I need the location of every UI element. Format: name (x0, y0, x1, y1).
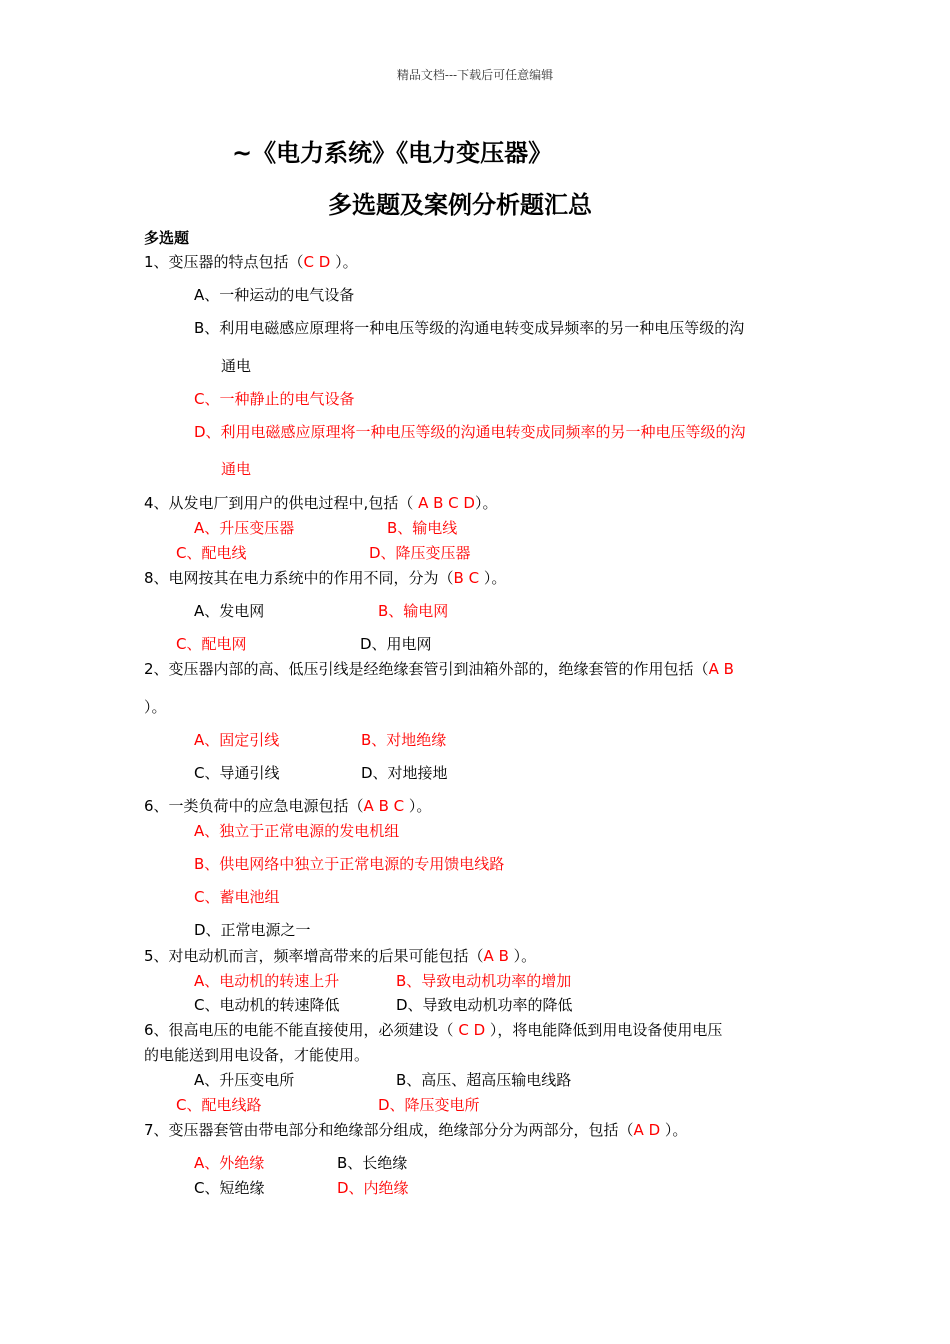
option-b: B、对地绝缘 (361, 731, 447, 749)
answer-key: A B (708, 660, 734, 678)
question-text: 6、很高电压的电能不能直接使用，必须建设（ (144, 1021, 459, 1039)
option-a: A、电动机的转速上升 (194, 972, 340, 990)
document-subtitle: 多选题及案例分析题汇总 (328, 191, 592, 219)
option-c: C、导通引线 (194, 764, 280, 782)
answer-key: A D (633, 1121, 661, 1139)
option-c: C、电动机的转速降低 (194, 996, 340, 1014)
question-2 (144, 493, 498, 513)
option-c: C、短绝缘 (194, 1179, 265, 1197)
question-8 (144, 1120, 687, 1140)
question-7 (144, 1020, 722, 1040)
option-d: D、用电网 (360, 635, 432, 653)
question-text: 2、变压器内部的高、低压引线是经绝缘套管引到油箱外部的，绝缘套管的作用包括（ (144, 660, 709, 678)
question-text-end: ）。 (404, 797, 432, 815)
question-3 (144, 568, 506, 588)
option-a: A、一种运动的电气设备 (194, 286, 355, 304)
question-text: 8、电网按其在电力系统中的作用不同，分为（ (144, 569, 454, 587)
option-d: D、导致电动机功率的降低 (396, 996, 573, 1014)
section-heading: 多选题 (144, 229, 190, 247)
option-c: C、蓄电池组 (194, 888, 280, 906)
question-text-end: ）。 (479, 569, 507, 587)
option-a: A、固定引线 (194, 731, 280, 749)
answer-key: A B (483, 947, 509, 965)
option-d: D、内绝缘 (337, 1179, 409, 1197)
question-text: 1、变压器的特点包括（ (144, 253, 304, 271)
answer-key: A B C D (418, 494, 475, 512)
option-b: B、利用电磁感应原理将一种电压等级的沟通电转变成异频率的另一种电压等级的沟 (194, 319, 745, 337)
option-b: B、供电网络中独立于正常电源的专用馈电线路 (194, 855, 505, 873)
option-a: A、升压变电所 (194, 1071, 295, 1089)
option-b: B、长绝缘 (337, 1154, 408, 1172)
option-d: D、降压变压器 (369, 544, 471, 562)
question-1 (144, 252, 358, 272)
question-text: 6、一类负荷中的应急电源包括（ (144, 797, 364, 815)
option-d: D、对地接地 (361, 764, 448, 782)
question-text: 5、对电动机而言，频率增高带来的后果可能包括（ (144, 947, 484, 965)
question-text: 7、变压器套管由带电部分和绝缘部分组成，绝缘部分分为两部分，包括（ (144, 1121, 634, 1139)
answer-key: C D (458, 1021, 486, 1039)
option-a: A、发电网 (194, 602, 265, 620)
option-c: C、配电网 (176, 635, 247, 653)
question-text-end: ），将电能降低到用电设备使用电压 (485, 1021, 723, 1039)
option-a: A、外绝缘 (194, 1154, 265, 1172)
question-text-end: ）。 (660, 1121, 688, 1139)
answer-key: B C (453, 569, 480, 587)
question-4 (144, 659, 734, 679)
question-5 (144, 796, 431, 816)
question-text: 4、从发电厂到用户的供电过程中,包括（ (144, 494, 419, 512)
option-c: C、一种静止的电气设备 (194, 390, 355, 408)
page-header: 精品文档---下载后可任意编辑 (396, 68, 554, 82)
question-text-end: ）。 (508, 947, 537, 965)
question-text-end: ）。 (474, 494, 498, 512)
answer-key: A B C (363, 797, 405, 815)
question-4-cont: ）。 (144, 698, 167, 716)
option-c: C、配电线 (176, 544, 247, 562)
option-b: B、输电网 (378, 602, 449, 620)
answer-key: C D (303, 253, 331, 271)
option-b: B、导致电动机功率的增加 (396, 972, 572, 990)
option-a: A、独立于正常电源的发电机组 (194, 822, 400, 840)
option-d: D、利用电磁感应原理将一种电压等级的沟通电转变成同频率的另一种电压等级的沟 (194, 423, 746, 441)
question-7-cont: 的电能送到用电设备，才能使用。 (144, 1046, 370, 1064)
option-d-cont: 通电 (221, 460, 252, 478)
option-d: D、降压变电所 (378, 1096, 480, 1114)
document-title: ~《电力系统》《电力变压器》 (232, 139, 553, 167)
option-b: B、高压、超高压输电线路 (396, 1071, 572, 1089)
option-b: B、输电线 (387, 519, 458, 537)
option-c: C、配电线路 (176, 1096, 262, 1114)
option-b-cont: 通电 (221, 357, 252, 375)
option-a: A、升压变压器 (194, 519, 295, 537)
question-text-end: ）。 (330, 253, 358, 271)
option-d: D、正常电源之一 (194, 921, 311, 939)
question-6 (144, 946, 536, 966)
